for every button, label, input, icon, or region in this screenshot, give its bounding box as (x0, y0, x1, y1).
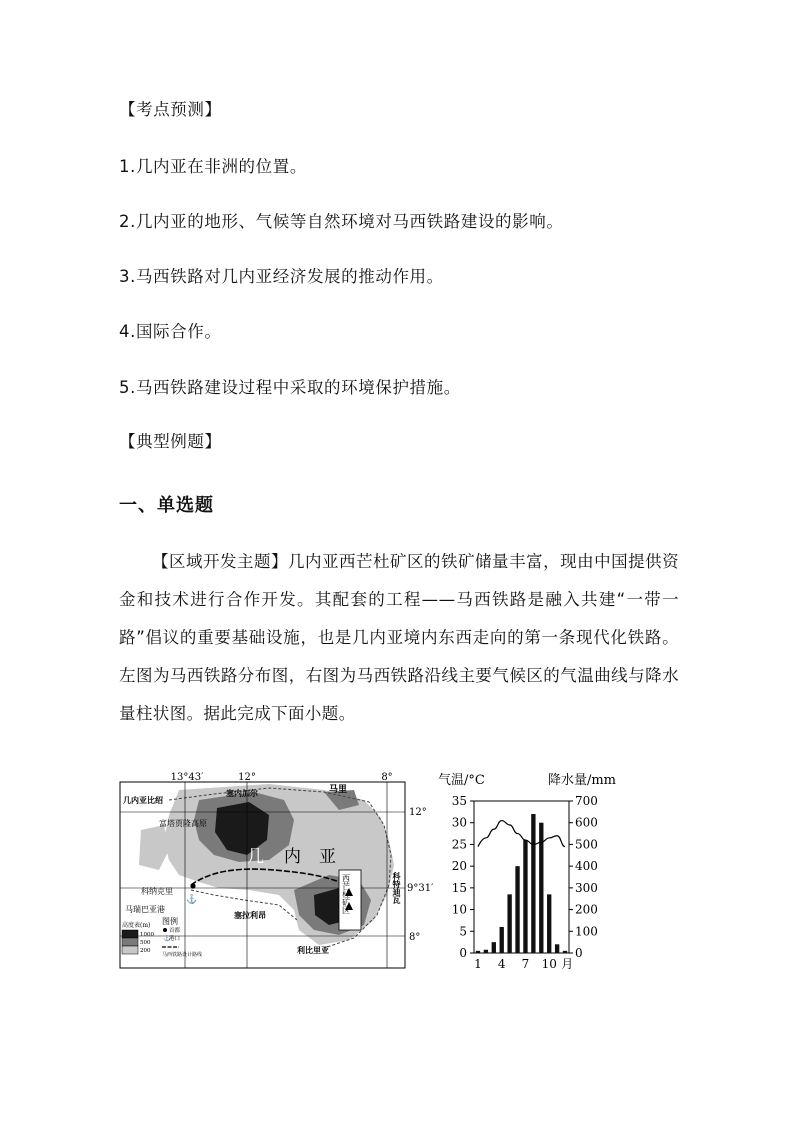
forecast-item-4: 4.国际合作。 (119, 322, 222, 341)
y-right-tick-label: 100 (575, 924, 598, 939)
y-right-tick-label: 400 (575, 859, 598, 874)
y-left-tick-label: 25 (451, 837, 467, 852)
place-label: 西芒杜矿区 (341, 874, 351, 914)
x-tick-label: 1 (474, 957, 482, 971)
y-right-tick-label: 500 (575, 837, 598, 852)
y-left-axis-label: 气温/°C (438, 773, 485, 788)
x-tick-label: 4 (497, 957, 506, 971)
legend-item: 港口 (169, 936, 181, 942)
country-label: 几内亚比绍 (123, 795, 163, 805)
y-right-axis-label: 降水量/mm (547, 773, 616, 788)
legend-swatch-mid (122, 938, 138, 946)
example-title: 【典型例题】 (119, 432, 222, 451)
y-right-tick-label: 200 (575, 902, 598, 917)
precipitation-bar (507, 894, 511, 953)
country-label: 内 (284, 847, 301, 867)
y-left-tick-label: 20 (451, 859, 467, 874)
x-tick-label: 10 (541, 957, 557, 971)
lon-label: 12° (238, 772, 256, 783)
lat-label: 8° (409, 932, 421, 943)
y-left-tick-label: 35 (451, 794, 467, 808)
legend-level: 500 (140, 940, 151, 946)
country-label: 科特迪瓦 (392, 872, 402, 904)
anchor-icon: ⚓ (186, 895, 198, 905)
precipitation-bar (531, 814, 535, 953)
place-label: 科纳克里 (141, 887, 173, 896)
forecast-item-5: 5.马西铁路建设过程中采取的环境保护措施。 (119, 378, 461, 397)
y-left-tick-label: 30 (451, 815, 467, 830)
legend-anchor-icon: ⚓ (163, 935, 171, 942)
y-left-tick-label: 5 (459, 924, 467, 939)
precipitation-bar (476, 951, 480, 953)
country-label: 塞内加尔 (226, 788, 258, 798)
country-label: 亚 (319, 847, 336, 867)
forecast-item-3: 3.马西铁路对几内亚经济发展的推动作用。 (119, 267, 444, 286)
y-right-tick-label: 0 (575, 946, 583, 960)
country-label: 马里 (329, 785, 348, 795)
legend-level: 200 (140, 948, 151, 954)
x-tick-label: 7 (521, 957, 530, 971)
precipitation-bar (492, 942, 496, 953)
legend-title: 图例 (162, 917, 178, 926)
question-type-heading: 一、单选题 (119, 495, 214, 516)
country-label: 几 (247, 847, 264, 867)
temperature-line (478, 821, 565, 847)
forecast-item-2: 2.几内亚的地形、气候等自然环境对马西铁路建设的影响。 (119, 212, 564, 231)
forecast-item-1: 1.几内亚在非洲的位置。 (119, 157, 307, 176)
country-label: 塞拉利昂 (234, 910, 266, 920)
legend-level: 1000 (140, 932, 154, 938)
y-right-tick-label: 700 (575, 794, 598, 808)
country-label: 利比里亚 (297, 945, 329, 955)
place-label: 马瑞巴亚港 (125, 905, 165, 914)
place-label: 富塔贾隆高原 (159, 819, 207, 828)
y-right-tick-label: 300 (575, 880, 598, 895)
legend-capital-icon (163, 928, 167, 932)
forecast-title: 【考点预测】 (119, 100, 222, 119)
legend-item: 马西铁路设计路线 (162, 952, 203, 958)
railway-map (119, 770, 434, 970)
lat-label: 12° (409, 807, 427, 818)
plot-frame (474, 801, 569, 953)
precipitation-bar (515, 866, 519, 953)
precipitation-bar (555, 944, 559, 953)
lon-label: 13°43′ (170, 772, 204, 783)
climate-chart (432, 768, 622, 973)
y-left-tick-label: 10 (451, 902, 467, 917)
precipitation-bar (563, 951, 567, 953)
x-axis-label: 月 (561, 957, 574, 971)
legend-swatch-low (122, 946, 138, 954)
precipitation-bar (500, 927, 504, 953)
precipitation-bar (547, 894, 551, 953)
y-right-tick-label: 600 (575, 815, 598, 830)
lat-label: 9°31′ (407, 883, 434, 894)
lon-label: 8° (381, 772, 393, 783)
intro-paragraph (119, 543, 679, 733)
intro-text: 【区域开发主题】几内亚西芒杜矿区的铁矿储量丰富，现由中国提供资金和技术进行合作开发。其配套的工程——马西铁路是融入共建“一带一路”倡议的重要基础设施，也是几内亚境内东西走向的第一条现代化铁路。左图为马西铁路分布图，右图为马西铁路沿线主要气候区的气温曲线与降水量柱状图。据此完成下面小题。 (119, 552, 679, 723)
precipitation-bar (523, 840, 527, 953)
y-left-tick-label: 0 (459, 946, 467, 960)
legend-item: 首都 (169, 928, 181, 934)
y-left-tick-label: 15 (451, 880, 467, 895)
legend-elevation-title: 高度表(m) (122, 922, 151, 929)
legend-swatch-high (122, 930, 138, 938)
capital-icon (190, 883, 195, 888)
precipitation-bar (484, 950, 488, 953)
